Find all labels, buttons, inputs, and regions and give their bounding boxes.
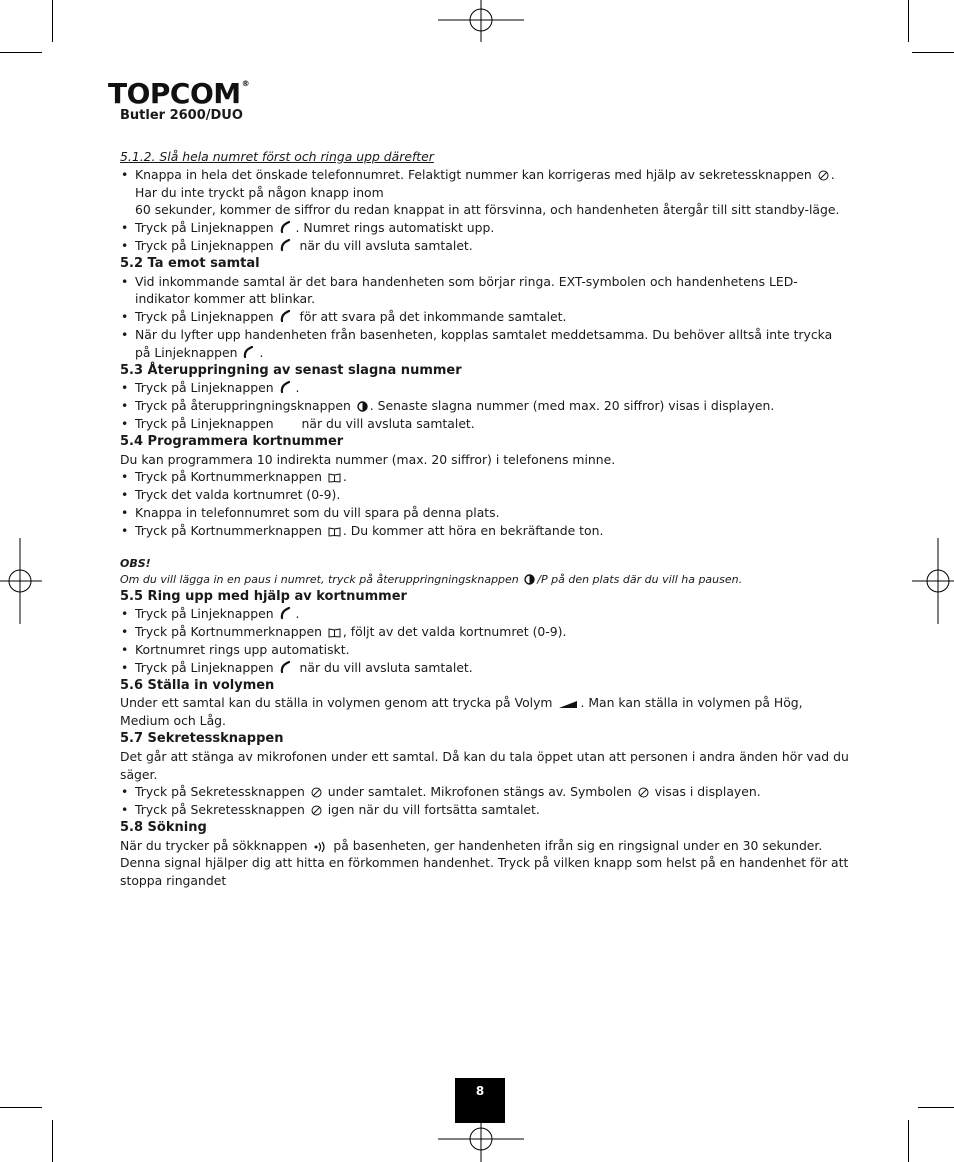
crop-mark bbox=[0, 1107, 42, 1108]
list-item bbox=[120, 783, 850, 801]
list-item bbox=[120, 605, 850, 623]
text: visas i displayen. bbox=[654, 784, 761, 800]
list-item bbox=[120, 237, 850, 255]
text: . bbox=[295, 380, 300, 396]
page-content bbox=[120, 148, 850, 890]
text: . Numret rings automatiskt upp. bbox=[295, 220, 495, 236]
text: När du lyfter upp handenheten från basenheten, kopplas samtalet meddetsamma. Du behöver alltså inte trycka på Linjeknappen bbox=[135, 326, 833, 360]
text: Tryck på Linjeknappen bbox=[135, 606, 274, 622]
text: när du vill avsluta samtalet. bbox=[299, 237, 473, 253]
text: Tryck på återuppringningsknappen bbox=[135, 398, 351, 414]
registration-mark-right bbox=[912, 538, 954, 624]
paging-icon bbox=[313, 841, 327, 852]
list-item bbox=[120, 623, 850, 641]
section-title-5-1-2: 5.1.2. Slå hela numret först och ringa upp därefter bbox=[120, 149, 434, 164]
registration-mark-bottom bbox=[438, 1120, 524, 1162]
text: /P på den plats där du vill ha pausen. bbox=[537, 572, 743, 586]
phone-icon bbox=[280, 221, 294, 234]
paragraph: Det går att stänga av mikrofonen under ett samtal. Då kan du tala öppet utan att personen i andra änden hör vad du säger. bbox=[120, 748, 849, 782]
list-item: • Tryck det valda kortnumret (0-9). bbox=[120, 486, 850, 504]
model-name: Butler 2600/DUO bbox=[120, 108, 243, 123]
text: under samtalet. Mikrofonen stängs av. Symbolen bbox=[327, 784, 632, 800]
list-item bbox=[120, 468, 850, 486]
crop-mark bbox=[918, 1107, 954, 1108]
phone-icon bbox=[280, 661, 294, 674]
crop-mark bbox=[0, 52, 42, 53]
section-title-5-4: 5.4 Programmera kortnummer bbox=[120, 433, 344, 449]
crop-mark bbox=[908, 1120, 909, 1162]
list-item bbox=[120, 379, 850, 397]
text: . bbox=[259, 344, 264, 360]
phone-icon bbox=[280, 239, 294, 252]
list-item bbox=[120, 397, 850, 415]
volume-icon bbox=[558, 700, 578, 709]
list-item bbox=[120, 219, 850, 237]
list-item bbox=[120, 326, 850, 362]
text: Knappa in hela det önskade telefonnumret. Felaktigt nummer kan korrigeras med hjälp av sekretessknappen bbox=[135, 166, 812, 182]
note-box bbox=[120, 556, 850, 588]
text: Tryck på Linjeknappen bbox=[135, 309, 274, 325]
brand-logo bbox=[108, 77, 249, 110]
redial-icon bbox=[357, 401, 368, 412]
redial-icon bbox=[524, 574, 535, 585]
text: på basenheten, ger handenheten ifrån sig en ringsignal under en 30 sekunder. Denna signal hjälper dig att hitta en förkommen handenhet. Tryck på vilken knapp som helst på en handenhet för att stoppa ringandet bbox=[120, 837, 849, 889]
list-item bbox=[120, 522, 850, 540]
list-item bbox=[120, 659, 850, 677]
mute-icon bbox=[818, 170, 829, 181]
section-title-5-5: 5.5 Ring upp med hjälp av kortnummer bbox=[120, 588, 407, 604]
paragraph bbox=[120, 694, 850, 730]
mute-icon bbox=[638, 787, 649, 798]
bullet-list-5-7 bbox=[120, 783, 850, 819]
text: igen när du vill fortsätta samtalet. bbox=[327, 802, 540, 818]
text: Tryck på Linjeknappen bbox=[135, 380, 274, 396]
text: Under ett samtal kan du ställa in volymen genom att trycka på Volym bbox=[120, 695, 553, 711]
registration-mark-left bbox=[0, 538, 42, 624]
text: Tryck på Linjeknappen bbox=[135, 659, 274, 675]
bullet-list-5-3 bbox=[120, 379, 850, 432]
list-item bbox=[120, 308, 850, 326]
book-icon bbox=[328, 473, 341, 483]
text: när du vill avsluta samtalet. bbox=[301, 415, 475, 431]
mute-icon bbox=[311, 805, 322, 816]
text: Tryck på Kortnummerknappen bbox=[135, 469, 322, 485]
crop-mark bbox=[912, 52, 954, 53]
text: . Man kan ställa in volymen på Hög, Medium och Låg. bbox=[120, 695, 803, 729]
list-item bbox=[120, 415, 850, 433]
text: Tryck på Kortnummerknappen bbox=[135, 624, 322, 640]
text: . Du kommer att höra en bekräftande ton. bbox=[342, 522, 604, 538]
text: Tryck på Kortnummerknappen bbox=[135, 522, 322, 538]
list-item bbox=[120, 801, 850, 819]
text: Tryck på Sekretessknappen bbox=[135, 802, 305, 818]
book-icon bbox=[328, 628, 341, 638]
paragraph: Du kan programmera 10 indirekta nummer (max. 20 siffror) i telefonens minne. bbox=[120, 451, 616, 467]
phone-icon bbox=[280, 310, 294, 323]
text: när du vill avsluta samtalet. bbox=[299, 659, 473, 675]
text: för att svara på det inkommande samtalet. bbox=[299, 309, 567, 325]
bullet-list-5-4 bbox=[120, 468, 850, 539]
registration-mark-top bbox=[438, 0, 524, 42]
phone-icon bbox=[243, 346, 257, 359]
phone-icon bbox=[280, 607, 294, 620]
section-title-5-2: 5.2 Ta emot samtal bbox=[120, 255, 260, 271]
text: Tryck på Linjeknappen bbox=[135, 415, 274, 431]
list-item: • Kortnumret rings upp automatiskt. bbox=[120, 641, 850, 659]
text: . bbox=[342, 469, 347, 485]
note-text bbox=[120, 572, 850, 588]
text: När du trycker på sökknappen bbox=[120, 837, 308, 853]
list-item bbox=[120, 166, 850, 219]
text: , följt av det valda kortnumret (0-9). bbox=[342, 624, 567, 640]
paragraph bbox=[120, 837, 850, 890]
registered-mark: ® bbox=[241, 79, 250, 88]
note-title: OBS! bbox=[120, 556, 151, 570]
text: Tryck på Linjeknappen bbox=[135, 220, 274, 236]
bullet-list-5-1-2 bbox=[120, 166, 850, 255]
text-continued: 60 sekunder, kommer de siffror du redan knappat in att försvinna, och handenheten återgår till sitt standby-läge. bbox=[135, 202, 840, 218]
crop-mark bbox=[52, 0, 53, 42]
list-item: • Knappa in telefonnumret som du vill spara på denna plats. bbox=[120, 504, 850, 522]
text: Om du vill lägga in en paus i numret, tryck på återuppringningsknappen bbox=[120, 572, 519, 586]
mute-icon bbox=[311, 787, 322, 798]
text: . bbox=[295, 606, 300, 622]
text: . Har du inte tryckt på någon knapp inom bbox=[135, 166, 835, 200]
section-title-5-8: 5.8 Sökning bbox=[120, 819, 207, 835]
bullet-list-5-2 bbox=[120, 273, 850, 362]
text: . Senaste slagna nummer (med max. 20 siffror) visas i displayen. bbox=[369, 398, 775, 414]
section-title-5-7: 5.7 Sekretessknappen bbox=[120, 730, 284, 746]
section-title-5-3: 5.3 Återuppringning av senast slagna nummer bbox=[120, 362, 462, 378]
crop-mark bbox=[52, 1120, 53, 1162]
crop-mark bbox=[908, 0, 909, 42]
bullet-list-5-5 bbox=[120, 605, 850, 676]
page-number: 8 bbox=[455, 1078, 505, 1123]
text: Tryck på Sekretessknappen bbox=[135, 784, 305, 800]
book-icon bbox=[328, 527, 341, 537]
section-title-5-6: 5.6 Ställa in volymen bbox=[120, 677, 275, 693]
phone-icon bbox=[280, 381, 294, 394]
text: Tryck på Linjeknappen bbox=[135, 237, 274, 253]
list-item: • Vid inkommande samtal är det bara handenheten som börjar ringa. EXT-symbolen och handenhetens LED-indikator kommer att blinkar. bbox=[120, 273, 850, 309]
brand-name: TOPCOM bbox=[108, 77, 241, 110]
